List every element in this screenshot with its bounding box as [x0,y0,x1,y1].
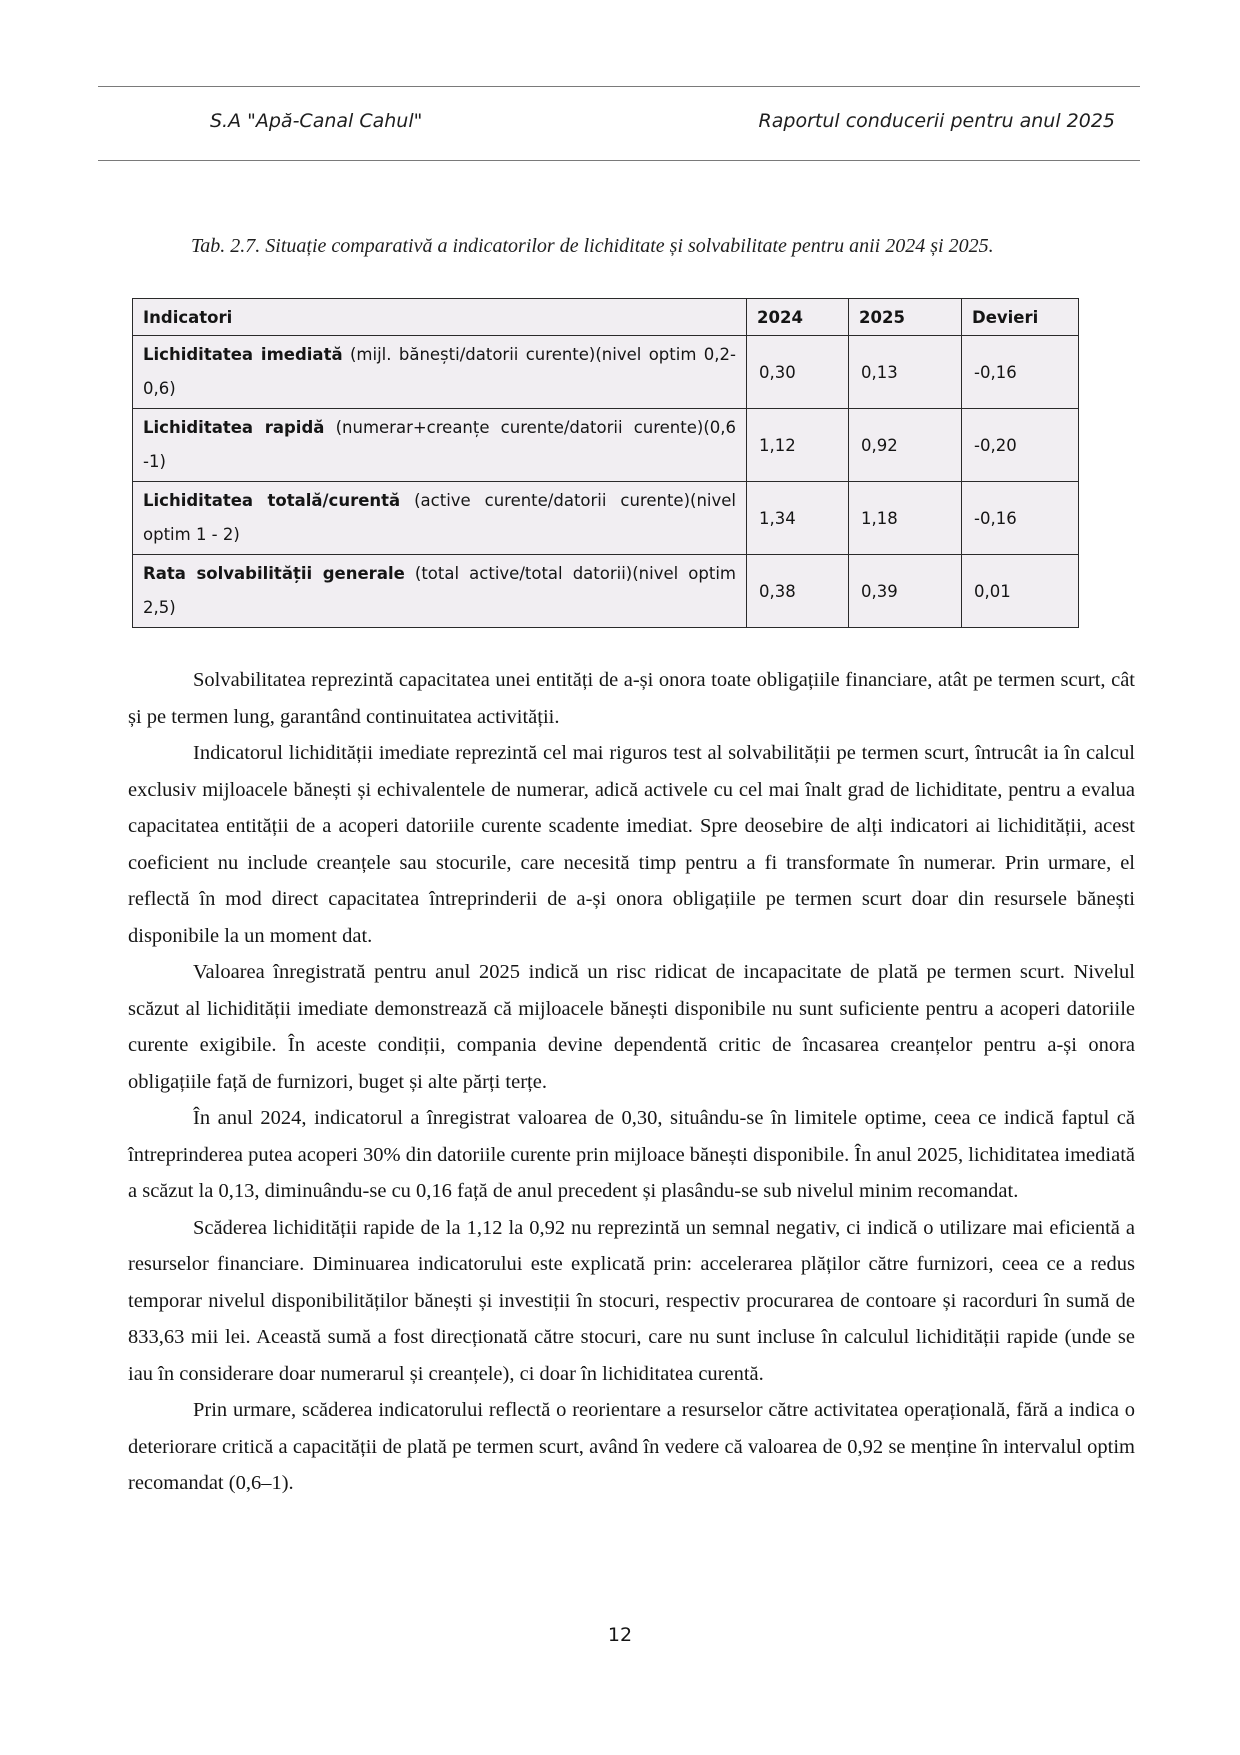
indicator-name: Rata solvabilității generale [143,564,405,583]
liquidity-indicators-table [132,298,1079,628]
value-deviation: -0,20 [962,409,1079,482]
value-2024: 0,38 [747,555,849,628]
header-top-rule [98,86,1140,87]
paragraph: Valoarea înregistrată pentru anul 2025 indică un risc ridicat de incapacitate de plată pe termen scurt. Nivelul scăzut al lichidității imediate demonstrează că mijloacele bănești disponibile nu sunt suficiente pentru a acoperi datoriile curente exigibile. În aceste condiții, compania devine dependentă critic de încasarea creanțelor pentru a-și onora obligațiile față de furnizori, buget și alte părți terțe. [128,961,1135,1093]
paragraph: Prin urmare, scăderea indicatorului reflectă o reorientare a resurselor către activitatea operațională, fără a indica o deteriorare critică a capacității de plată pe termen scurt, având în vedere că valoarea de 0,92 se menține în intervalul optim recomandat (0,6–1). [128,1399,1135,1494]
indicator-cell [133,482,747,555]
header-bottom-rule [98,160,1140,161]
paragraph: Scăderea lichidității rapide de la 1,12 la 0,92 nu reprezintă un semnal negativ, ci indică o utilizare mai eficientă a resurselor financiare. Diminuarea indicatorului este explicată prin: accelerarea plăților către furnizori, ceea ce a redus temporar nivelul disponibilităților bănești și investiții în stocuri, respectiv procurarea de contoare și racorduri în sumă de 833,63 mii lei. Această sumă a fost direcționată către stocuri, care nu sunt incluse în calculul lichidității rapide (unde se iau în considerare doar numerarul și creanțele), ci doar în lichiditatea curentă. [128,1216,1135,1385]
paragraph: Solvabilitatea reprezintă capacitatea unei entități de a-și onora toate obligațiile financiare, atât pe termen scurt, cât și pe termen lung, garantând continuitatea activității. [128,669,1135,728]
indicator-name: Lichiditatea totală/curentă [143,491,401,510]
paragraph: Indicatorul lichidității imediate reprezintă cel mai riguros test al solvabilității pe termen scurt, întrucât ia în calcul exclusiv mijloacele bănești și echivalentele de numerar, adică activele cu cel mai înalt grad de lichiditate, pentru a evalua capacitatea entității de a acoperi datoriile curente scadente imediat. Spre deosebire de alți indicatori ai lichidității, acest coeficient nu include creanțele sau stocurile, care necesită timp pentru a fi transformate în numerar. Prin urmare, el reflectă în mod direct capacitatea întreprinderii de a-și onora obligațiile pe termen scurt doar din resursele bănești disponibile la un moment dat. [128,742,1135,947]
value-deviation: -0,16 [962,336,1079,409]
table-header-row [133,299,1079,336]
header-company: S.A "Apă-Canal Cahul" [210,110,423,132]
paragraph: În anul 2024, indicatorul a înregistrat valoarea de 0,30, situându-se în limitele optime, ceea ce indică faptul că întreprinderea putea acoperi 30% din datoriile curente prin mijloace bănești disponibile. În anul 2025, lichiditatea imediată a scăzut la 0,13, diminuându-se cu 0,16 față de anul precedent și plasându-se sub nivelul minim recomandat. [128,1107,1135,1202]
value-2025: 0,13 [849,336,962,409]
table-row [133,336,1079,409]
value-deviation: -0,16 [962,482,1079,555]
body-text [128,662,1135,1502]
indicator-name: Lichiditatea imediată [143,345,343,364]
col-header-deviations: Devieri [962,299,1079,336]
indicator-detail: (total active/total datorii)(nivel optim 2,5) [143,564,736,617]
value-2025: 0,39 [849,555,962,628]
page-number: 12 [607,1624,633,1646]
table-caption: Tab. 2.7. Situație comparativă a indicatorilor de lichiditate și solvabilitate pentru anii 2024 și 2025. [191,235,994,257]
indicator-detail: (mijl. bănești/datorii curente)(nivel optim 0,2-0,6) [143,345,736,398]
value-2025: 1,18 [849,482,962,555]
table-row [133,555,1079,628]
indicator-detail: (numerar+creanțe curente/datorii curente)(0,6 -1) [143,418,736,471]
col-header-indicators: Indicatori [133,299,747,336]
indicator-name: Lichiditatea rapidă [143,418,325,437]
value-2024: 1,12 [747,409,849,482]
value-2024: 0,30 [747,336,849,409]
indicator-cell [133,409,747,482]
header-report-title: Raportul conducerii pentru anul 2025 [758,110,1115,132]
table-row [133,482,1079,555]
running-header [210,110,1115,132]
value-deviation: 0,01 [962,555,1079,628]
col-header-2025: 2025 [849,299,962,336]
col-header-2024: 2024 [747,299,849,336]
indicator-detail: (active curente/datorii curente)(nivel optim 1 - 2) [143,491,736,544]
indicator-cell [133,336,747,409]
indicator-cell [133,555,747,628]
table-row [133,409,1079,482]
value-2024: 1,34 [747,482,849,555]
value-2025: 0,92 [849,409,962,482]
